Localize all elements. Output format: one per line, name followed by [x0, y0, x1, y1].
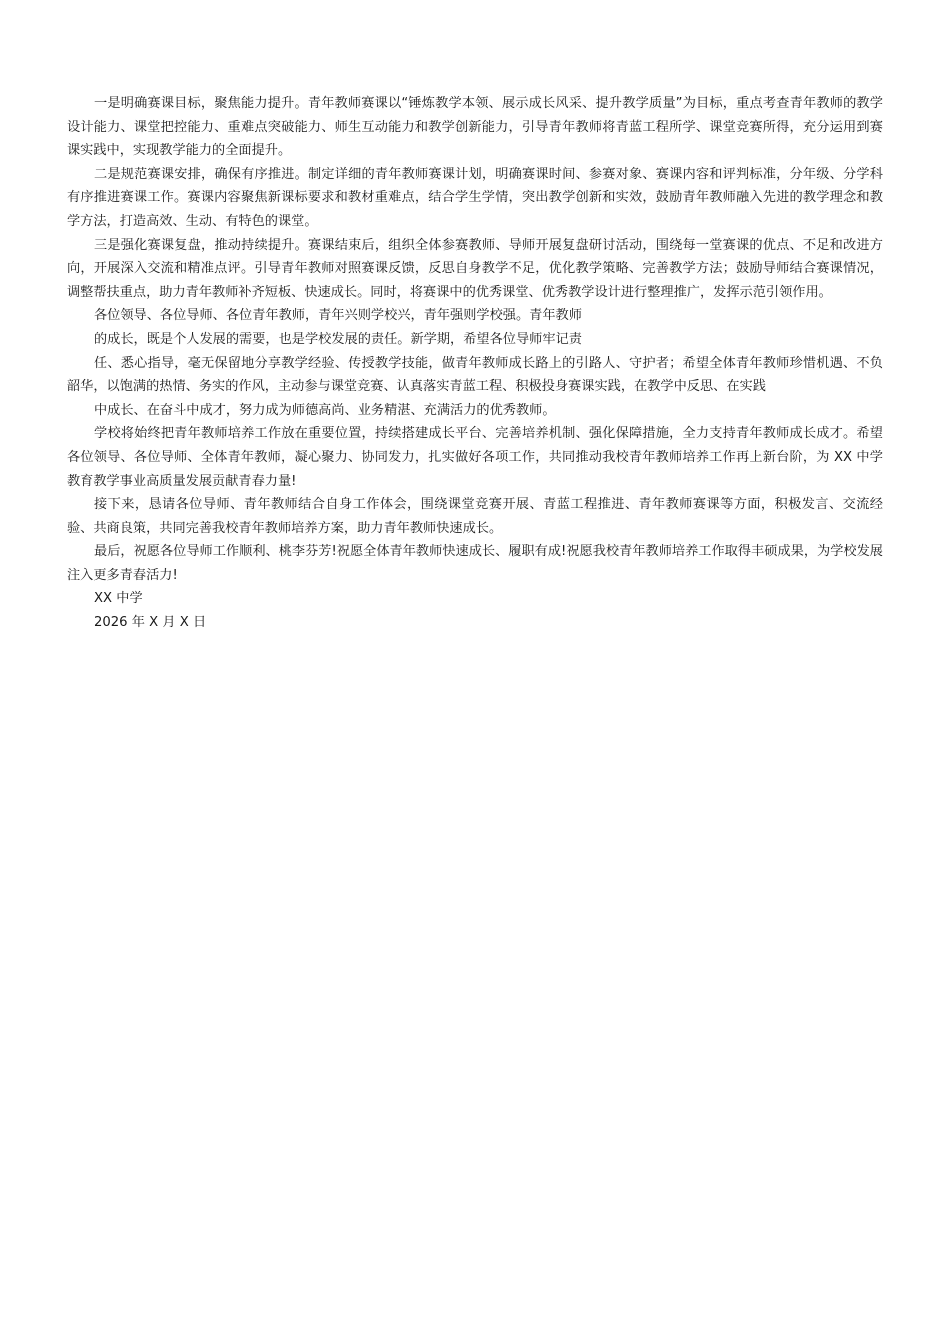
paragraph-address-line-3: 任、悉心指导，毫无保留地分享教学经验、传授教学技能，做青年教师成长路上的引路人、守护者；希望全体青年教师珍惜机遇、不负韶华，以饱满的热情、务实的作风，主动参与课堂竞赛、认真落实青蓝工程、积极投身赛课实践，在教学中反思、在实践 [67, 355, 883, 395]
paragraph-address-line-4: 中成长、在奋斗中成才，努力成为师德高尚、业务精湛、充满活力的优秀教师。 [94, 402, 556, 418]
paragraph-address-line-2: 的成长，既是个人发展的需要，也是学校发展的责任。新学期，希望各位导师牢记责 [94, 331, 582, 347]
paragraph-review: 三是强化赛课复盘，推动持续提升。赛课结束后，组织全体参赛教师、导师开展复盘研讨活动，围绕每一堂赛课的优点、不足和改进方向，开展深入交流和精准点评。引导青年教师对照赛课反馈，反思自身教学不足，优化教学策略、完善教学方法；鼓励导师结合赛课情况，调整帮扶重点，助力青年教师补齐短板、快速成长。同时，将赛课中的优秀课堂、优秀教学设计进行整理推广，发挥示范引领作用。 [67, 237, 883, 300]
signature-date: 2026 年 X 月 X 日 [94, 615, 207, 631]
paragraph-invitation: 接下来，恳请各位导师、青年教师结合自身工作体会，围绕课堂竞赛开展、青蓝工程推进、青年教师赛课等方面，积极发言、交流经验、共商良策，共同完善我校青年教师培养方案，助力青年教师快速成长。 [67, 497, 883, 536]
paragraph-school-commitment: 学校将始终把青年教师培养工作放在重要位置，持续搭建成长平台、完善培养机制、强化保障措施，全力支持青年教师成长成才。希望各位领导、各位导师、全体青年教师，凝心聚力、协同发力，扎实做好各项工作，共同推动我校青年教师培养工作再上新台阶，为 XX 中学教育教学事业高质量发展贡献青春力量! [67, 426, 883, 489]
paragraph-goal: 一是明确赛课目标，聚焦能力提升。青年教师赛课以“锤炼教学本领、展示成长风采、提升教学质量”为目标，重点考查青年教师的教学设计能力、课堂把控能力、重难点突破能力、师生互动能力和教学创新能力，引导青年教师将青蓝工程所学、课堂竞赛所得，充分运用到赛课实践中，实现教学能力的全面提升。 [67, 96, 883, 159]
paragraph-address-line-1: 各位领导、各位导师、各位青年教师，青年兴则学校兴，青年强则学校强。青年教师 [94, 308, 582, 324]
paragraph-closing-wishes: 最后，祝愿各位导师工作顺利、桃李芬芳!祝愿全体青年教师快速成长、履职有成!祝愿我校青年教师培养工作取得丰硕成果，为学校发展注入更多青春活力! [67, 544, 883, 583]
document-body [67, 92, 883, 635]
paragraph-arrangement: 二是规范赛课安排，确保有序推进。制定详细的青年教师赛课计划，明确赛课时间、参赛对象、赛课内容和评判标准，分年级、分学科有序推进赛课工作。赛课内容聚焦新课标要求和教材重难点，结合学生学情，突出教学创新和实效，鼓励青年教师融入先进的教学理念和教学方法，打造高效、生动、有特色的课堂。 [67, 166, 883, 229]
signature-school: XX 中学 [94, 591, 143, 607]
